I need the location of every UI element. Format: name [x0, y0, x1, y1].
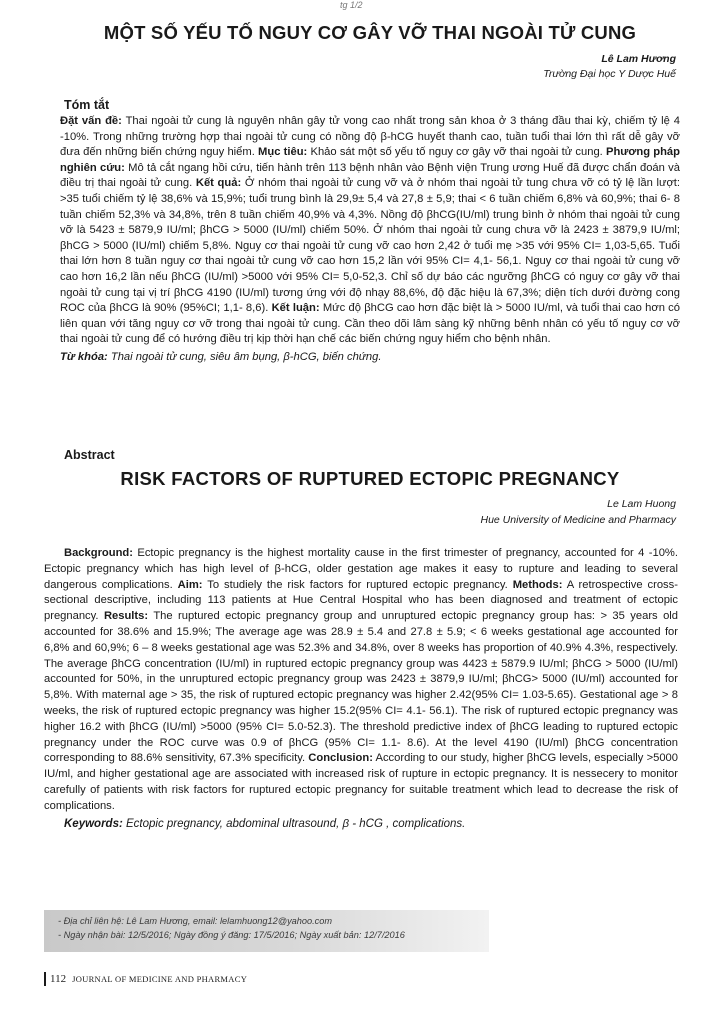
- journal-name: JOURNAL OF MEDICINE AND PHARMACY: [72, 974, 248, 984]
- english-abstract-section: [44, 546, 678, 832]
- vn-methods-text: Mô tả cắt ngang hồi cứu, tiến hành trên 113 bệnh nhân vào Bệnh viện Trung ương Huế đã được chẩn đoán và điều trị thai ngoài tử cung.: [60, 161, 680, 190]
- footer-rule: [44, 972, 46, 986]
- vn-aim-text: Khảo sát một số yếu tố nguy cơ gây vỡ thai ngoài tử cung.: [307, 146, 607, 159]
- en-methods-text: A retrospective cross-sectional descriptive, including 113 patients at Hue Central Hospital who has been diagnosed and treatment of ectopic pregnancy.: [44, 578, 678, 623]
- en-aim-text: To studiely the risk factors for ruptured ectopic pregnancy.: [202, 578, 513, 591]
- summary-heading: Tóm tắt: [64, 98, 110, 112]
- vn-background-text: Thai ngoài tử cung là nguyên nhân gây tử vong cao nhất trong sản khoa ở 3 tháng đầu thai kỳ, chiếm tỷ lệ 4 -10%. Trong những trường hợp thai ngoài tử cung có nồng độ β-hCG huyết thanh cao, tuần tuổi thai lớn thì rất dễ gây vỡ đưa đến những biến chứng nguy hiểm.: [60, 115, 680, 159]
- en-aim-label: Aim:: [177, 578, 203, 591]
- vn-results-text: Ở nhóm thai ngoài tử cung vỡ và ở nhóm thai ngoài tử tung chưa vỡ có tỷ lệ lần lượt: >35 tuổi chiếm tỷ lệ 38,6% và 15,9%; tuổi trung bình là 29,9± 5,4 và 27,8 ± 5,9; thai < 6 tuần chiếm 6,8% và 60,9%; thai 6- 8 tuần chiếm 52,3% và 34,8%, trên 8 tuần chiếm 40,9% và 4,3%. Nồng độ βhCG(IU/ml) trung bình ở nhóm thai ngoài tử cung vỡ là 5423 ± 5879,9 IU/ml; βhCG > 5000 (IU/ml) chiếm 50%. Ở nhóm thai ngoài tử cung chưa vỡ là 2423 ± 3879,9 IU/ml; βhCG > 5000 (IU/ml) chiếm 5,8%. Nguy cơ thai ngoài tử cung vỡ cao hơn 2,42 ở tuổi mẹ >35 với 95% CI= 1,03-5,65. Tuổi thai lớn hơn 8 tuần nguy cơ thai ngoài tử cung vỡ cao hơn 15,2 lần với 95% CI= 4,1- 56,1. Nguy cơ thai ngoài tử cung vỡ cao hơn 16,2 lần nếu βhCG (IU/ml) >5000 với 95% CI= 5,0-52,3. Chỉ số dự báo các ngưỡng βhCG có nguy cơ gây vỡ thai ngoài tử cung tại vị trí βhCG 4190 (IU/ml) tương ứng với độ nhạy 88,6%, độ đặc hiệu là 67,3%; diện tích dưới đường cong ROC của βhCG là 90% (95%CI; 1,1- 8,6).: [60, 177, 681, 315]
- vn-conclusion-text: Mức độ βhCG cao hơn đặc biệt là > 5000 IU/ml, và tuổi thai cao hơn có liên quan với tăng nguy cơ vỡ trong thai ngoài tử cung. Cần theo dõi lâm sàng kỹ những bênh nhân có yếu tố nguy cơ vỡ thai ngoài tử cung để có hướng điều trị kịp thời hạn chế các biến chứng nguy hiểm cho bệnh nhân.: [60, 302, 680, 346]
- en-conclusion-text: According to our study, higher βhCG levels, especially >5000 IU/ml, and higher gestational age are associated with increased risk of rupture in ectopic pregnancy. It is nessecery to monitor carefully of patients with risk factors for ruptured ectopic pregnancy for suitable treatment which lead to decrease the risk of complications.: [44, 752, 678, 812]
- en-methods-label: Methods:: [512, 578, 563, 591]
- footnote-dates: - Ngày nhận bài: 12/5/2016; Ngày đồng ý đăng: 17/5/2016; Ngày xuất bản: 12/7/2016: [58, 930, 405, 940]
- vietnamese-keywords: [60, 350, 680, 366]
- vietnamese-title: MỘT SỐ YẾU TỐ NGUY CƠ GÂY VỠ THAI NGOÀI TỬ CUNG: [103, 22, 637, 43]
- vn-methods-label: Phương pháp nghiên cứu:: [60, 146, 680, 174]
- vn-results-label: Kết quả:: [195, 177, 242, 190]
- vietnamese-author: Lê Lam Hương: [601, 53, 676, 65]
- en-results-label: Results:: [103, 610, 149, 623]
- english-author-block: [480, 496, 676, 528]
- en-background-label: Background:: [64, 547, 133, 559]
- english-keywords: [64, 816, 678, 832]
- en-background-text: Ectopic pregnancy is the highest mortality cause in the first trimester of pregnancy, accounted for 4 -10%. Ectopic pregnancy which has high level of β-hCG, older gestation age makes it easy to rupture and leading to several dangerous complications.: [44, 547, 678, 591]
- vietnamese-author-block: [543, 52, 676, 82]
- page-footer: [44, 972, 247, 986]
- vn-conclusion-label: Kết luận:: [271, 302, 320, 315]
- vn-keywords-label: Từ khóa:: [60, 350, 108, 363]
- vietnamese-abstract-section: [60, 98, 680, 366]
- vietnamese-abstract-body: [60, 114, 680, 348]
- en-results-text: The ruptured ectopic pregnancy group and unruptured ectopic pregnancy group has: > 35 years old accounted for 38.6% and 15.9%; The average age was 28.9 ± 5.4 and 27.8 ± 5.9; < 6 weeks gestational age accounted for 6,8% and 60,9%; 6 – 8 weeks gestational age was 52.3% and 34.8%, over 8 weeks has proportion of 40.9% 4.3%, respectively. The average βhCG concentration (IU/ml) in ruptured ectopic pregnancy group was 4423 ± 5879.9 IU/ml; βhCG > 5000 (IU/ml) accounted for 50%, in the unruptured ectopic pregnancy group was 2423 ± 3879,9 IU/ml; βhCG> 5000 (IU/ml) accounted for 5,8%. With maternal age > 35, the risk of ruptured ectopic pregnancy was higher 2.42(95% CI= 1.03-5.65). Gestational age > 8 weeks, the risk of ruptured ectopic pregnancy was higher 15.2(95% CI= 4.1- 56.1). The risk of ruptured ectopic pregnancy was higher 16.2 with βhCG (IU/ml) >5000 (95% CI= 5.0-52.3). The threshold predictive index of βhCG leading to ruptured ectopic pregnancy under the ROC curve was 0.9 of βhCG (95% CI= 1.1- 8.6). At the level 4190 (IU/ml) βhCG concentration corresponding to 88.6% sensitivity, 67.3% specificity.: [44, 610, 678, 765]
- vn-background-label: Đặt vấn đề:: [60, 115, 122, 127]
- vietnamese-affiliation: Trường Đại học Y Dược Huế: [543, 68, 676, 80]
- footnote-contact: - Địa chỉ liên hệ: Lê Lam Hương, email: lelamhuong12@yahoo.com: [58, 916, 333, 926]
- english-abstract-body: [44, 546, 678, 815]
- vn-keywords-text: Thai ngoài tử cung, siêu âm bụng, β-hCG, biến chứng.: [107, 350, 382, 363]
- abstract-heading: Abstract: [64, 448, 115, 462]
- en-keywords-label: Keywords:: [64, 817, 123, 830]
- en-keywords-text: Ectopic pregnancy, abdominal ultrasound, β - hCG , complications.: [122, 817, 466, 830]
- english-author: Le Lam Huong: [607, 498, 676, 510]
- en-conclusion-label: Conclusion:: [308, 752, 373, 765]
- correspondence-footnote: [44, 910, 489, 952]
- english-title: RISK FACTORS OF RUPTURED ECTOPIC PREGNANCY: [120, 468, 620, 489]
- english-affiliation: Hue University of Medicine and Pharmacy: [480, 514, 676, 526]
- page-number: 112: [50, 973, 67, 985]
- vn-aim-label: Mục tiêu:: [258, 146, 308, 159]
- top-mark: tg 1/2: [340, 0, 363, 10]
